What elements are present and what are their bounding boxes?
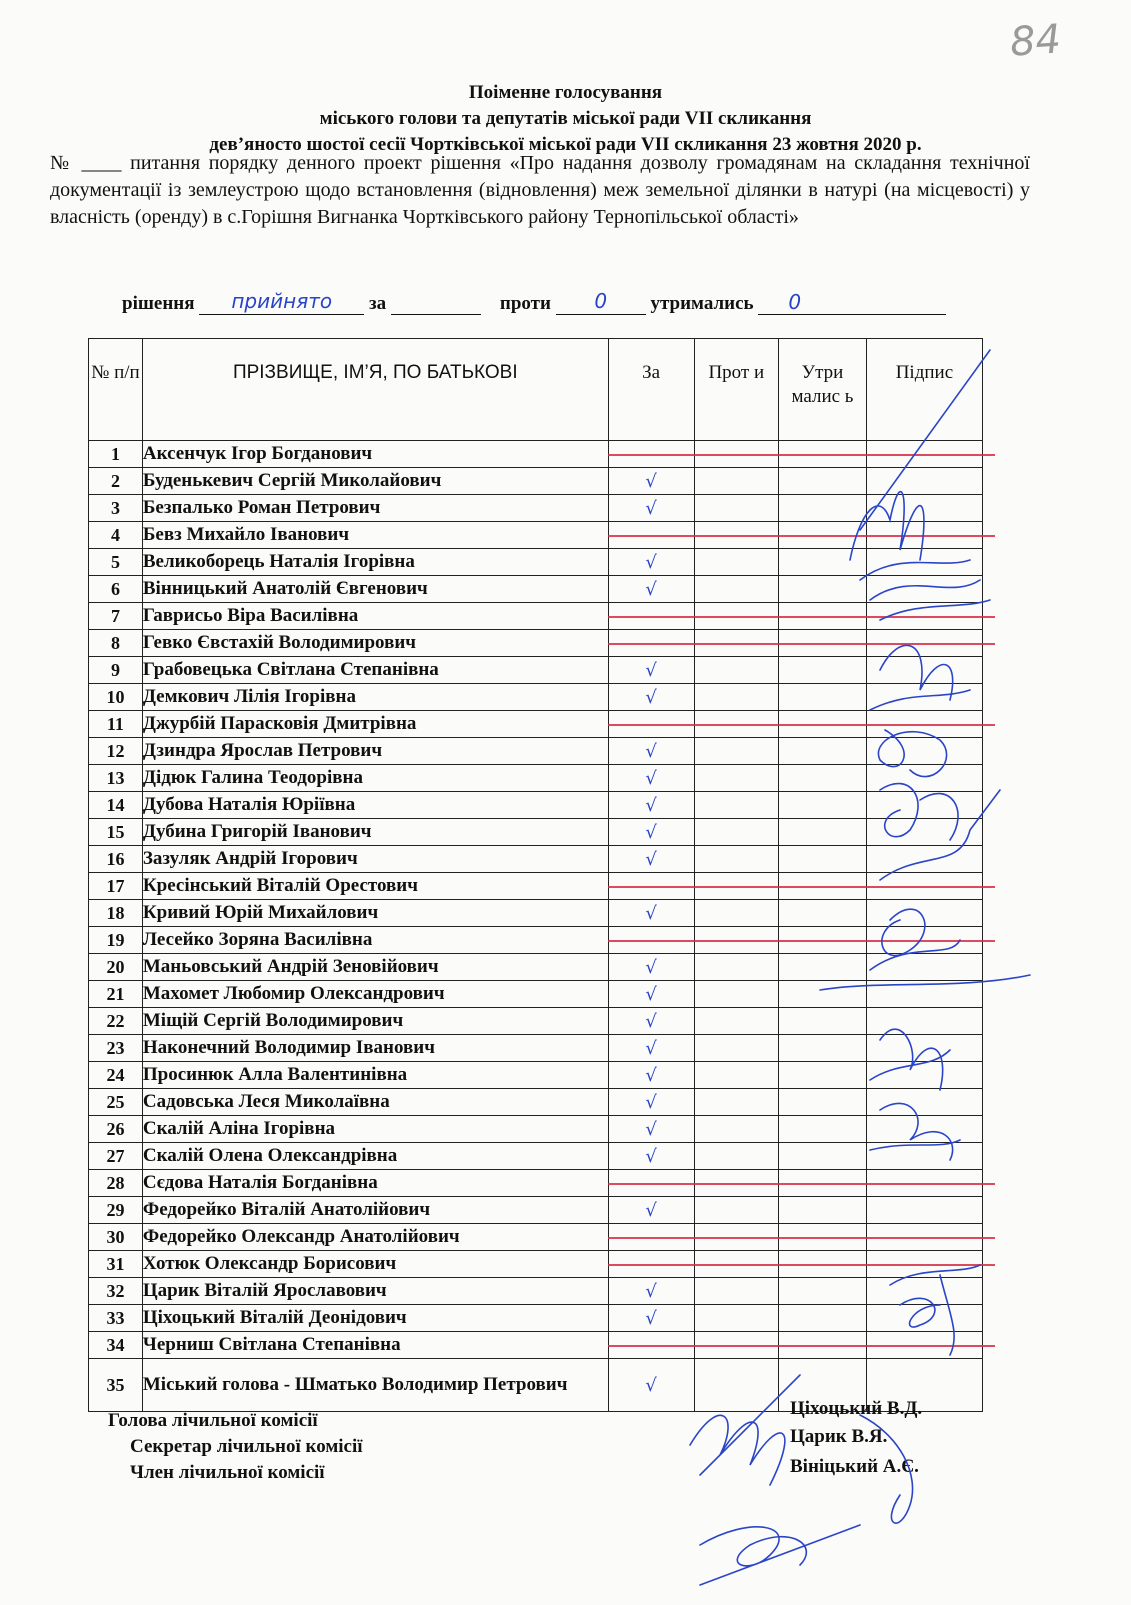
member-name: Садовська Леся Миколаївна [142, 1089, 608, 1116]
header-subtitle: міського голови та депутатів міської ради VII скликання [319, 108, 812, 129]
member-name: Ціхоцький Віталій Деонідович [142, 1305, 608, 1332]
vote-for-cell: √ [608, 1143, 694, 1170]
vote-against-cell [694, 792, 779, 819]
member-name: Міщій Сергій Володимирович [142, 1008, 608, 1035]
page-number: 84 [1008, 16, 1063, 66]
vote-for-cell: √ [608, 1089, 694, 1116]
agenda-item-text: № ____ питання порядку денного проект рішення «Про надання дозволу громадянам на складання технічної документації із землеустрою щодо встановлення (відновлення) меж земельної ділянки в натурі (на місцевості) у власність (оренду) в с.Горішня Вигнанка Чортківського району Тернопільської області» [50, 152, 1030, 228]
vote-abstain-cell [779, 1278, 867, 1305]
vote-against-cell [694, 765, 779, 792]
row-number: 30 [89, 1224, 143, 1251]
vote-against-cell [694, 468, 779, 495]
row-number: 35 [89, 1359, 143, 1412]
vote-for-cell: √ [608, 765, 694, 792]
table-row [89, 1305, 983, 1332]
row-number: 16 [89, 846, 143, 873]
vote-against-cell [694, 1143, 779, 1170]
vote-against-cell [694, 981, 779, 1008]
vote-against-cell [694, 576, 779, 603]
vote-against-cell [694, 900, 779, 927]
vote-against-cell [694, 495, 779, 522]
row-number: 21 [89, 981, 143, 1008]
header-for: За [608, 339, 694, 441]
row-number: 12 [89, 738, 143, 765]
secretary-name: Царик В.Я. [790, 1426, 888, 1447]
vote-for-cell: √ [608, 954, 694, 981]
signature-scribble-lower [880, 1245, 1000, 1370]
vote-against-cell [694, 1008, 779, 1035]
vote-for-cell: √ [608, 900, 694, 927]
row-number: 11 [89, 711, 143, 738]
member-name: Скалій Аліна Ігорівна [142, 1116, 608, 1143]
vote-against-cell [694, 1116, 779, 1143]
against-value: 0 [556, 290, 646, 315]
vote-against-cell [694, 1278, 779, 1305]
vote-for-cell: √ [608, 495, 694, 522]
vote-for-cell: √ [608, 657, 694, 684]
row-number: 29 [89, 1197, 143, 1224]
counting-commission-secretary-label: Секретар лічильної комісії [130, 1436, 363, 1457]
row-number: 3 [89, 495, 143, 522]
vote-for-cell: √ [608, 1305, 694, 1332]
vote-against-cell [694, 846, 779, 873]
vote-against-cell [694, 1062, 779, 1089]
member-name: Грабовецька Світлана Степанівна [142, 657, 608, 684]
vote-for-cell: √ [608, 1278, 694, 1305]
header-session: дев’яносто шостої сесії Чортківської міської ради VII скликання 23 жовтня 2020 р. [209, 134, 922, 155]
member-name: Буденькевич Сергій Миколайович [142, 468, 608, 495]
row-number: 17 [89, 873, 143, 900]
vote-against-cell [694, 1089, 779, 1116]
vote-for-cell: √ [608, 468, 694, 495]
vote-for-cell: √ [608, 1062, 694, 1089]
vote-against-cell [694, 954, 779, 981]
for-label: за [369, 293, 387, 314]
for-value [391, 290, 481, 315]
row-number: 18 [89, 900, 143, 927]
member-name: Дзиндра Ярослав Петрович [142, 738, 608, 765]
row-number: 26 [89, 1116, 143, 1143]
header-against: Прот и [694, 339, 779, 441]
member-name: Дубова Наталія Юріївна [142, 792, 608, 819]
member-name: Сєдова Наталія Богданівна [142, 1170, 608, 1197]
row-number: 13 [89, 765, 143, 792]
vote-for-cell: √ [608, 981, 694, 1008]
member-name: Вінницький Анатолій Євгенович [142, 576, 608, 603]
vote-for-cell: √ [608, 1116, 694, 1143]
vote-for-cell: √ [608, 1359, 694, 1412]
vote-abstain-cell [779, 1305, 867, 1332]
vote-for-cell: √ [608, 549, 694, 576]
vote-against-cell [694, 684, 779, 711]
member-name: Махомет Любомир Олександрович [142, 981, 608, 1008]
row-number: 27 [89, 1143, 143, 1170]
member-name: Аксенчук Ігор Богданович [142, 441, 608, 468]
member-name: Наконечний Володимир Іванович [142, 1035, 608, 1062]
decision-label: рішення [122, 293, 195, 314]
absent-strike-line [608, 1237, 994, 1239]
member-name: Зазуляк Андрій Ігорович [142, 846, 608, 873]
vote-against-cell [694, 738, 779, 765]
member-name: Хотюк Олександр Борисович [142, 1251, 608, 1278]
row-number: 8 [89, 630, 143, 657]
table-row [89, 1278, 983, 1305]
vote-against-cell [694, 1305, 779, 1332]
header-num: № п/п [89, 339, 143, 441]
signature-column [840, 430, 1040, 1230]
vote-for-cell: √ [608, 792, 694, 819]
vote-for-cell: √ [608, 819, 694, 846]
row-number: 5 [89, 549, 143, 576]
vote-for-cell: √ [608, 1197, 694, 1224]
document-header [0, 80, 1131, 158]
header-abstain: Утри малис ь [779, 339, 867, 441]
member-name: Гевко Євстахій Володимирович [142, 630, 608, 657]
row-number: 22 [89, 1008, 143, 1035]
member-name: Черниш Світлана Степанівна [142, 1332, 608, 1359]
row-number: 20 [89, 954, 143, 981]
member-name: Вініцький А.Є. [790, 1456, 919, 1477]
decision-value: прийнято [199, 290, 364, 315]
counting-commission-member-label: Член лічильної комісії [130, 1462, 325, 1483]
vote-for-cell: √ [608, 576, 694, 603]
member-name: Кресінський Віталій Орестович [142, 873, 608, 900]
row-number: 19 [89, 927, 143, 954]
member-name: Демкович Лілія Ігорівна [142, 684, 608, 711]
row-number: 9 [89, 657, 143, 684]
member-name: Великоборець Наталія Ігорівна [142, 549, 608, 576]
member-name: Маньовський Андрій Зеновійович [142, 954, 608, 981]
chair-name: Ціхоцький В.Д. [790, 1398, 923, 1419]
vote-against-cell [694, 549, 779, 576]
member-name: Кривий Юрій Михайлович [142, 900, 608, 927]
counting-commission-chair-label: Голова лічильної комісії [108, 1410, 318, 1431]
vote-against-cell [694, 1035, 779, 1062]
row-number: 6 [89, 576, 143, 603]
abstain-label: утримались [650, 293, 754, 314]
row-number: 7 [89, 603, 143, 630]
member-name: Безпалько Роман Петрович [142, 495, 608, 522]
vote-for-cell: √ [608, 738, 694, 765]
member-name: Гаврисьо Віра Василівна [142, 603, 608, 630]
header-title: Поіменне голосування [468, 82, 663, 103]
row-number: 31 [89, 1251, 143, 1278]
row-number: 15 [89, 819, 143, 846]
member-name: Міський голова - Шматько Володимир Петрович [142, 1359, 608, 1412]
member-name: Царик Віталій Ярославович [142, 1278, 608, 1305]
header-name: ПРІЗВИЩЕ, ІМ’Я, ПО БАТЬКОВІ [142, 339, 608, 441]
row-number: 4 [89, 522, 143, 549]
row-number: 34 [89, 1332, 143, 1359]
row-number: 32 [89, 1278, 143, 1305]
vote-for-cell: √ [608, 1035, 694, 1062]
decision-line [122, 290, 1022, 315]
commission-signature-scribble [660, 1375, 990, 1605]
member-name: Дідюк Галина Теодорівна [142, 765, 608, 792]
member-name: Федорейко Віталій Анатолійович [142, 1197, 608, 1224]
header-signature: Підпис [866, 339, 982, 441]
member-name: Скалій Олена Олександрівна [142, 1143, 608, 1170]
abstain-value: 0 [758, 291, 946, 315]
member-name: Бевз Михайло Іванович [142, 522, 608, 549]
member-name: Джурбій Парасковія Дмитрівна [142, 711, 608, 738]
row-number: 14 [89, 792, 143, 819]
table-header-row [89, 339, 983, 441]
row-number: 33 [89, 1305, 143, 1332]
vote-for-cell: √ [608, 684, 694, 711]
member-name: Федорейко Олександр Анатолійович [142, 1224, 608, 1251]
vote-for-cell: √ [608, 846, 694, 873]
row-number: 1 [89, 441, 143, 468]
against-label: проти [499, 293, 551, 314]
vote-for-cell: √ [608, 1008, 694, 1035]
row-number: 25 [89, 1089, 143, 1116]
row-number: 24 [89, 1062, 143, 1089]
row-number: 28 [89, 1170, 143, 1197]
row-number: 23 [89, 1035, 143, 1062]
member-name: Просинюк Алла Валентинівна [142, 1062, 608, 1089]
member-name: Дубина Григорій Іванович [142, 819, 608, 846]
signature-scribble [840, 450, 1000, 1215]
row-number: 2 [89, 468, 143, 495]
vote-against-cell [694, 1197, 779, 1224]
vote-against-cell [694, 819, 779, 846]
vote-against-cell [694, 657, 779, 684]
row-number: 10 [89, 684, 143, 711]
member-name: Лесейко Зоряна Василівна [142, 927, 608, 954]
